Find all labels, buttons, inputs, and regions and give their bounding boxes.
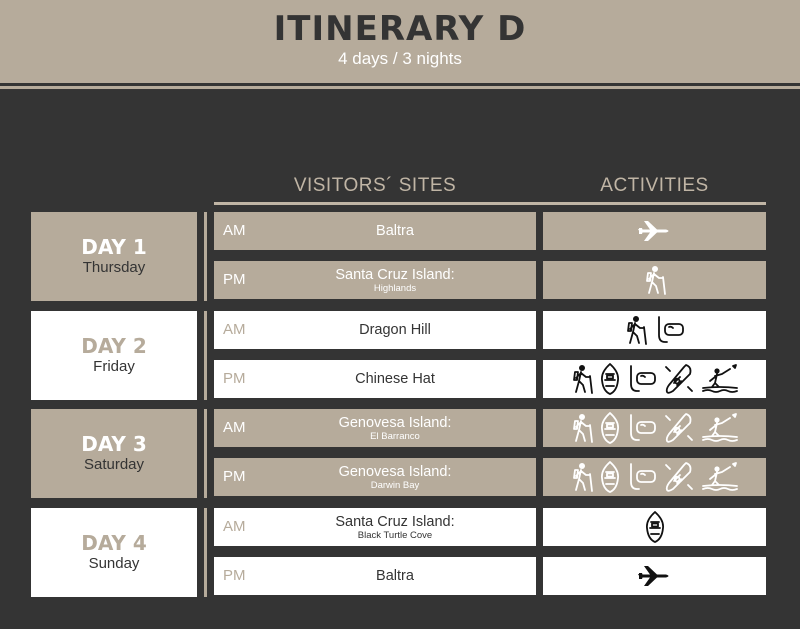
site-name: Genovesa Island:	[338, 414, 452, 431]
site-name: Santa Cruz Island:	[335, 513, 455, 530]
site-row	[214, 458, 536, 496]
snorkel-icon	[626, 364, 658, 394]
hiking-icon	[624, 315, 648, 345]
day-number: DAY 4	[81, 531, 147, 555]
site-place	[254, 508, 536, 546]
site-name: Chinese Hat	[355, 371, 435, 387]
day-number: DAY 3	[81, 432, 147, 456]
kayak-icon	[664, 412, 694, 444]
day-separator	[204, 508, 207, 597]
period-label: PM	[223, 468, 246, 485]
day-number: DAY 2	[81, 334, 147, 358]
day-2-label	[31, 311, 197, 400]
site-place	[254, 409, 536, 447]
site-name: Baltra	[376, 223, 414, 239]
day-separator	[204, 311, 207, 400]
column-header-rule	[214, 202, 766, 205]
site-place	[254, 261, 536, 299]
paddle-board-icon	[700, 413, 740, 443]
hiking-icon	[570, 462, 594, 492]
snorkel-icon	[654, 315, 686, 345]
period-label: PM	[223, 370, 246, 387]
site-name: Santa Cruz Island:	[335, 266, 455, 283]
site-subname: El Barranco	[370, 430, 420, 442]
site-place	[254, 311, 536, 349]
activities-row	[543, 557, 766, 595]
day-separator	[204, 409, 207, 498]
day-weekday: Thursday	[82, 259, 146, 276]
day-weekday: Saturday	[83, 456, 145, 473]
page-title: ITINERARY D	[273, 9, 527, 49]
header-rule-top	[0, 80, 800, 83]
snorkel-icon	[626, 413, 658, 443]
site-name: Genovesa Island:	[338, 463, 452, 480]
header-banner	[0, 0, 800, 80]
day-separator	[204, 212, 207, 301]
page-subtitle: 4 days / 3 nights	[338, 49, 462, 68]
period-label: PM	[223, 271, 246, 288]
airplane-icon	[638, 219, 672, 243]
period-label: AM	[223, 321, 246, 338]
glass-bottom-boat-icon	[600, 363, 620, 395]
day-number: DAY 1	[81, 235, 147, 259]
activities-row	[543, 261, 766, 299]
kayak-icon	[664, 363, 694, 395]
activities-row	[543, 508, 766, 546]
period-label: AM	[223, 518, 246, 535]
activities-row	[543, 409, 766, 447]
hiking-icon	[570, 364, 594, 394]
day-weekday: Sunday	[88, 555, 140, 572]
site-subname: Highlands	[373, 282, 417, 294]
airplane-icon	[638, 564, 672, 588]
hiking-icon	[643, 265, 667, 295]
snorkel-icon	[626, 462, 658, 492]
kayak-icon	[664, 461, 694, 493]
site-place	[254, 212, 536, 250]
site-row	[214, 311, 536, 349]
site-row	[214, 261, 536, 299]
day-1-label	[31, 212, 197, 301]
activities-row	[543, 360, 766, 398]
hiking-icon	[570, 413, 594, 443]
paddle-board-icon	[700, 364, 740, 394]
day-weekday: Friday	[93, 358, 135, 375]
glass-bottom-boat-icon	[645, 511, 665, 543]
period-label: AM	[223, 419, 246, 436]
site-name: Dragon Hill	[359, 322, 431, 338]
glass-bottom-boat-icon	[600, 461, 620, 493]
site-name: Baltra	[376, 568, 414, 584]
column-header-activities: ACTIVITIES	[600, 175, 709, 196]
day-3-label	[31, 409, 197, 498]
site-place	[254, 557, 536, 595]
day-4-label	[31, 508, 197, 597]
activities-row	[543, 311, 766, 349]
glass-bottom-boat-icon	[600, 412, 620, 444]
site-place	[254, 458, 536, 496]
site-subname: Darwin Bay	[370, 479, 420, 491]
activities-row	[543, 458, 766, 496]
site-row	[214, 508, 536, 546]
period-label: PM	[223, 567, 246, 584]
site-place	[254, 360, 536, 398]
site-subname: Black Turtle Cove	[357, 529, 433, 541]
activities-row	[543, 212, 766, 250]
paddle-board-icon	[700, 462, 740, 492]
site-row	[214, 409, 536, 447]
period-label: AM	[223, 222, 246, 239]
site-row	[214, 360, 536, 398]
site-row	[214, 557, 536, 595]
header-rule-bottom	[0, 86, 800, 89]
site-row	[214, 212, 536, 250]
column-header-sites: VISITORS´ SITES	[293, 175, 457, 196]
